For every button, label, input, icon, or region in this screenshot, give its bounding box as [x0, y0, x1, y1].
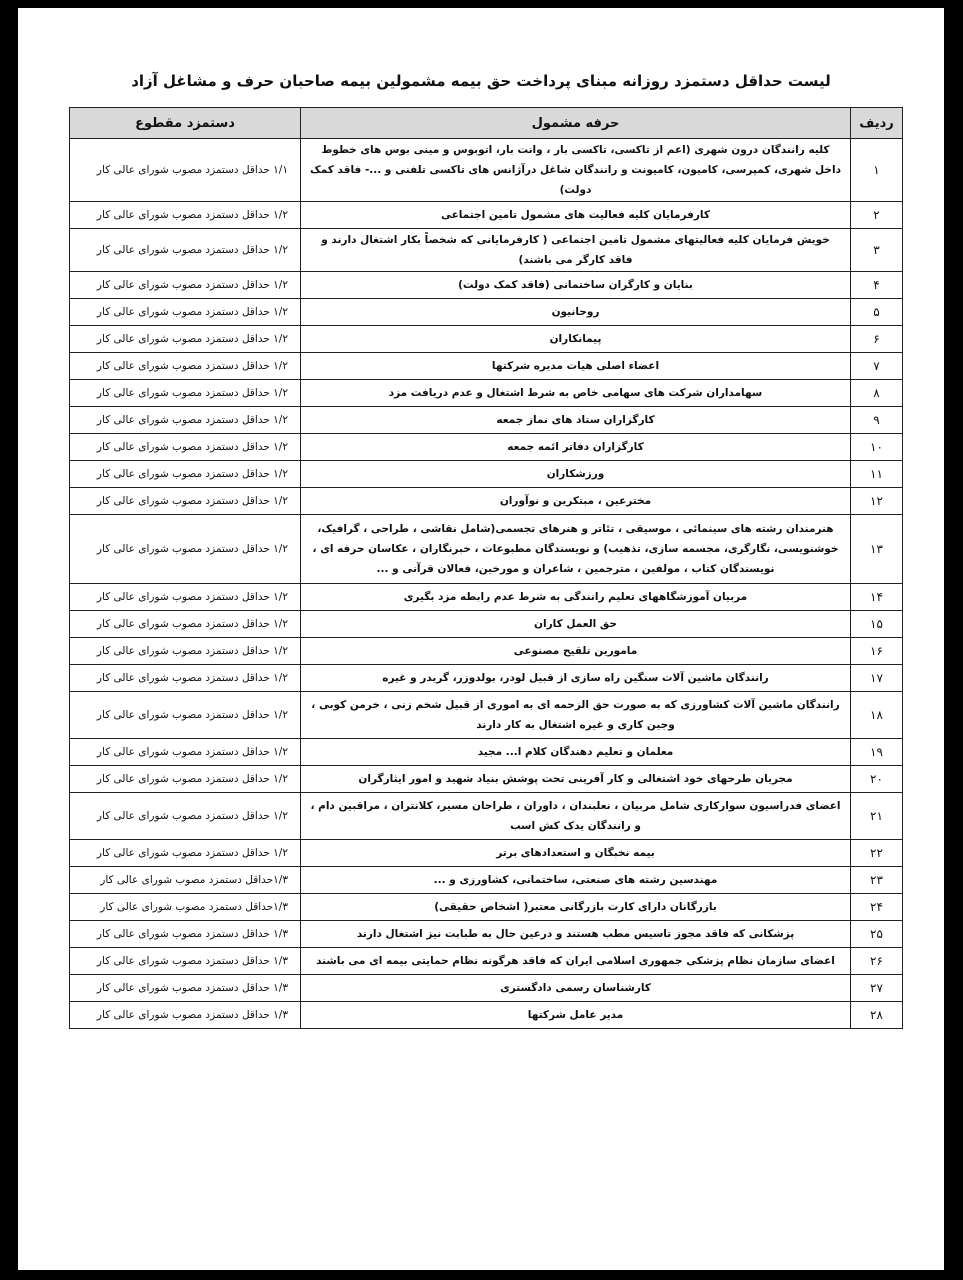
job-description: مامورین تلقیح مصنوعی [301, 638, 851, 665]
row-number: ۱۱ [851, 461, 903, 488]
wage-rate: ۱/۲ حداقل دستمزد مصوب شورای عالی کار [70, 584, 301, 611]
row-number: ۱۰ [851, 434, 903, 461]
table-row [70, 867, 903, 894]
wage-rate: ۱/۲ حداقل دستمزد مصوب شورای عالی کار [70, 611, 301, 638]
job-description: رانندگان ماشین آلات کشاورزی که به صورت حق الزحمه ای به اموری از قبیل شخم زنی ، خرمن کوبی ، وجین کاری و غیره اشتغال به کار دارند [301, 692, 851, 739]
row-number: ۱۵ [851, 611, 903, 638]
row-number: ۲۷ [851, 975, 903, 1002]
row-number: ۱۴ [851, 584, 903, 611]
job-description: روحانیون [301, 299, 851, 326]
row-number: ۸ [851, 380, 903, 407]
row-number: ۲۴ [851, 894, 903, 921]
job-description: معلمان و تعلیم دهندگان کلام ا... مجید [301, 739, 851, 766]
row-number: ۵ [851, 299, 903, 326]
header-row-number: ردیف [851, 108, 903, 139]
wage-rate: ۱/۲ حداقل دستمزد مصوب شورای عالی کار [70, 840, 301, 867]
wage-rate: ۱/۲ حداقل دستمزد مصوب شورای عالی کار [70, 202, 301, 229]
job-description: کلیه رانندگان درون شهری (اعم از تاکسی، تاکسی بار ، وانت بار، اتوبوس و مینی بوس های خطوط داخل شهری، کمپرسی، کامیون، کامیونت و رانندگان شاغل درآژانس های تاکسی تلفنی و ...- فاقد کمک دولت) [301, 139, 851, 202]
table-row [70, 380, 903, 407]
row-number: ۷ [851, 353, 903, 380]
table-row [70, 840, 903, 867]
wage-rate: ۱/۲ حداقل دستمزد مصوب شورای عالی کار [70, 299, 301, 326]
row-number: ۱۳ [851, 515, 903, 584]
wage-rate: ۱/۲ حداقل دستمزد مصوب شورای عالی کار [70, 488, 301, 515]
table-row [70, 202, 903, 229]
table-row [70, 611, 903, 638]
row-number: ۲۰ [851, 766, 903, 793]
table-row [70, 793, 903, 840]
wage-rate: ۱/۲ حداقل دستمزد مصوب شورای عالی کار [70, 380, 301, 407]
row-number: ۴ [851, 272, 903, 299]
table-row [70, 692, 903, 739]
row-number: ۶ [851, 326, 903, 353]
row-number: ۲۸ [851, 1002, 903, 1029]
table-row [70, 326, 903, 353]
table-row [70, 638, 903, 665]
wage-rate: ۱/۳ حداقل دستمزد مصوب شورای عالی کار [70, 921, 301, 948]
wage-rate: ۱/۲ حداقل دستمزد مصوب شورای عالی کار [70, 434, 301, 461]
job-description: هنرمندان رشته های سینمائی ، موسیقی ، تئاتر و هنرهای تجسمی(شامل نقاشی ، طراحی ، گرافیک، خوشنویسی، نگارگری، مجسمه سازی، تذهیب) و نویسندگان مطبوعات ، خبرنگاران ، عکاسان حرفه ای ، نویسندگان کتاب ، مولفین ، مترجمین ، شاعران و مورخین، فعالان قرآنی و ... [301, 515, 851, 584]
wage-table [69, 107, 903, 1029]
job-description: مخترعین ، مبتکرین و نوآوران [301, 488, 851, 515]
wage-rate: ۱/۲ حداقل دستمزد مصوب شورای عالی کار [70, 353, 301, 380]
table-row [70, 584, 903, 611]
row-number: ۲۵ [851, 921, 903, 948]
wage-rate: ۱/۳حداقل دستمزد مصوب شورای عالی کار [70, 867, 301, 894]
table-header-row [70, 108, 903, 139]
row-number: ۱۲ [851, 488, 903, 515]
row-number: ۲ [851, 202, 903, 229]
job-description: خویش فرمایان کلیه فعالیتهای مشمول تامین اجتماعی ( کارفرمایانی که شخصاً بکار اشتغال دارند و فاقد کارگر می باشند) [301, 229, 851, 272]
wage-rate: ۱/۲ حداقل دستمزد مصوب شورای عالی کار [70, 739, 301, 766]
job-description: سهامداران شرکت های سهامی خاص به شرط اشتغال و عدم دریافت مزد [301, 380, 851, 407]
table-row [70, 488, 903, 515]
job-description: رانندگان ماشین آلات سنگین راه سازی از قبیل لودر، بولدوزر، گریدر و غیره [301, 665, 851, 692]
job-description: بازرگانان دارای کارت بازرگانی معتبر( اشخاص حقیقی) [301, 894, 851, 921]
table-row [70, 739, 903, 766]
row-number: ۱۷ [851, 665, 903, 692]
row-number: ۱۹ [851, 739, 903, 766]
table-row [70, 948, 903, 975]
page-title: لیست حداقل دستمزد روزانه مبنای پرداخت حق بیمه مشمولین بیمه صاحبان حرف و مشاغل آزاد [131, 72, 831, 90]
row-number: ۹ [851, 407, 903, 434]
wage-rate: ۱/۳ حداقل دستمزد مصوب شورای عالی کار [70, 1002, 301, 1029]
row-number: ۳ [851, 229, 903, 272]
wage-rate: ۱/۲ حداقل دستمزد مصوب شورای عالی کار [70, 638, 301, 665]
job-description: اعضای فدراسیون سوارکاری شامل مربیان ، نعلبندان ، داوران ، طراحان مسیر، کلانتران ، مراقبین دام ، و رانندگان یدک کش اسب [301, 793, 851, 840]
row-number: ۱۶ [851, 638, 903, 665]
table-row [70, 229, 903, 272]
wage-rate: ۱/۲ حداقل دستمزد مصوب شورای عالی کار [70, 326, 301, 353]
row-number: ۲۶ [851, 948, 903, 975]
job-description: مربیان آموزشگاههای تعلیم رانندگی به شرط عدم رابطه مزد بگیری [301, 584, 851, 611]
table-row [70, 766, 903, 793]
row-number: ۱ [851, 139, 903, 202]
table-row [70, 272, 903, 299]
job-description: پیمانکاران [301, 326, 851, 353]
table-row [70, 975, 903, 1002]
job-description: حق العمل کاران [301, 611, 851, 638]
job-description: کارفرمایان کلیه فعالیت های مشمول تامین اجتماعی [301, 202, 851, 229]
wage-rate: ۱/۱ حداقل دستمزد مصوب شورای عالی کار [70, 139, 301, 202]
job-description: بیمه نخبگان و استعدادهای برتر [301, 840, 851, 867]
job-description: کارگزاران دفاتر ائمه جمعه [301, 434, 851, 461]
document-page [18, 8, 944, 1270]
job-description: اعضای سازمان نظام پزشکی جمهوری اسلامی ایران که فاقد هرگونه نظام حمایتی بیمه ای می باشند [301, 948, 851, 975]
table-row [70, 921, 903, 948]
wage-rate: ۱/۲ حداقل دستمزد مصوب شورای عالی کار [70, 229, 301, 272]
wage-rate: ۱/۲ حداقل دستمزد مصوب شورای عالی کار [70, 692, 301, 739]
table-row [70, 434, 903, 461]
table-row [70, 139, 903, 202]
row-number: ۱۸ [851, 692, 903, 739]
table-row [70, 515, 903, 584]
wage-rate: ۱/۲ حداقل دستمزد مصوب شورای عالی کار [70, 515, 301, 584]
wage-rate: ۱/۳حداقل دستمزد مصوب شورای عالی کار [70, 894, 301, 921]
wage-rate: ۱/۲ حداقل دستمزد مصوب شورای عالی کار [70, 461, 301, 488]
wage-rate: ۱/۳ حداقل دستمزد مصوب شورای عالی کار [70, 975, 301, 1002]
wage-rate: ۱/۲ حداقل دستمزد مصوب شورای عالی کار [70, 272, 301, 299]
job-description: کارشناسان رسمی دادگستری [301, 975, 851, 1002]
job-description: پزشکانی که فاقد مجوز تاسیس مطب هستند و درعین حال به طبابت نیز اشتغال دارند [301, 921, 851, 948]
table-row [70, 1002, 903, 1029]
wage-rate: ۱/۲ حداقل دستمزد مصوب شورای عالی کار [70, 665, 301, 692]
job-description: مهندسین رشته های صنعتی، ساختمانی، کشاورزی و ... [301, 867, 851, 894]
job-description: کارگزاران ستاد های نماز جمعه [301, 407, 851, 434]
row-number: ۲۲ [851, 840, 903, 867]
job-description: مجریان طرحهای خود اشتغالی و کار آفرینی تحت پوشش بنیاد شهید و امور ایثارگران [301, 766, 851, 793]
job-description: ورزشکاران [301, 461, 851, 488]
job-description: بنایان و کارگران ساختمانی (فاقد کمک دولت) [301, 272, 851, 299]
wage-rate: ۱/۳ حداقل دستمزد مصوب شورای عالی کار [70, 948, 301, 975]
table-row [70, 353, 903, 380]
wage-rate: ۱/۲ حداقل دستمزد مصوب شورای عالی کار [70, 793, 301, 840]
table-row [70, 407, 903, 434]
wage-rate: ۱/۲ حداقل دستمزد مصوب شورای عالی کار [70, 766, 301, 793]
table-row [70, 461, 903, 488]
table-row [70, 894, 903, 921]
table-body [70, 139, 903, 1029]
table-row [70, 299, 903, 326]
header-wage: دستمزد مقطوع [70, 108, 301, 139]
row-number: ۲۳ [851, 867, 903, 894]
job-description: اعضاء اصلی هیات مدیره شرکتها [301, 353, 851, 380]
wage-rate: ۱/۲ حداقل دستمزد مصوب شورای عالی کار [70, 407, 301, 434]
job-description: مدیر عامل شرکتها [301, 1002, 851, 1029]
table-row [70, 665, 903, 692]
row-number: ۲۱ [851, 793, 903, 840]
header-job: حرفه مشمول [301, 108, 851, 139]
